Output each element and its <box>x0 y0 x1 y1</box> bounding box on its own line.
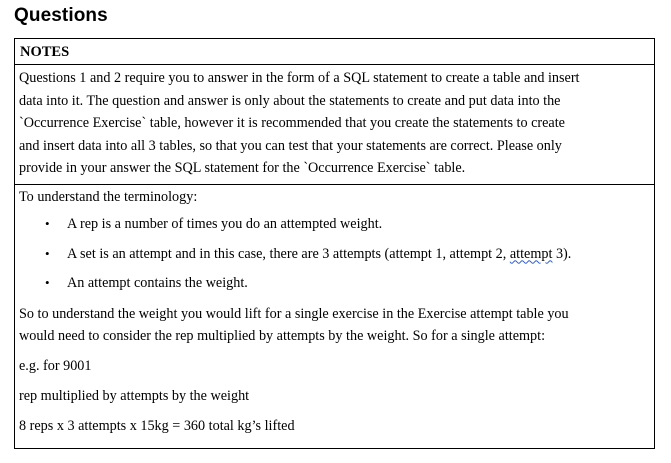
terminology-title: To understand the terminology: <box>19 189 198 205</box>
terminology-list <box>19 214 649 293</box>
bullet-text: A rep is a number of times you do an attempted weight. <box>67 216 383 232</box>
bullet-text-after: 3). <box>552 245 572 262</box>
intro-line: provide in your answer the SQL statement for the `Occurrence Exercise` table. <box>19 160 466 177</box>
notes-table <box>14 38 655 449</box>
list-item <box>19 244 649 264</box>
bullet-text: An attempt contains the weight. <box>67 275 248 291</box>
spellcheck-flagged-word: attempt <box>509 245 553 262</box>
bullet-text-before: A set is an attempt and in this case, there are 3 attempts (attempt 1, attempt 2, <box>67 245 510 262</box>
example-label: e.g. for 9001 <box>19 357 92 374</box>
calculation-line: 8 reps x 3 attempts x 15kg = 360 total kg’s lifted <box>19 417 295 434</box>
bullet-icon: • <box>45 275 50 290</box>
notes-header: NOTES <box>20 44 70 60</box>
explanation-line: So to understand the weight you would lift for a single exercise in the Exercise attempt table you <box>19 305 569 322</box>
notes-intro-cell <box>15 65 654 185</box>
terminology-cell <box>15 185 654 448</box>
page-title: Questions <box>14 5 108 26</box>
intro-line: data into it. The question and answer is only about the statements to create and put data into the <box>19 92 561 109</box>
formula-label: rep multiplied by attempts by the weight <box>19 387 250 404</box>
intro-line: Questions 1 and 2 require you to answer in the form of a SQL statement to create a table and insert <box>19 70 580 86</box>
bullet-icon: • <box>45 245 50 261</box>
intro-line: and insert data into all 3 tables, so that you can test that your statements are correct. Please only <box>19 137 562 154</box>
explanation-line: would need to consider the rep multiplied by attempts by the weight. So for a single attempt: <box>19 327 546 344</box>
intro-line: `Occurrence Exercise` table, however it is recommended that you create the statements to create <box>19 115 565 132</box>
list-item <box>19 214 649 234</box>
notes-header-cell <box>15 39 654 65</box>
bullet-icon: • <box>45 216 50 231</box>
list-item <box>19 273 649 293</box>
